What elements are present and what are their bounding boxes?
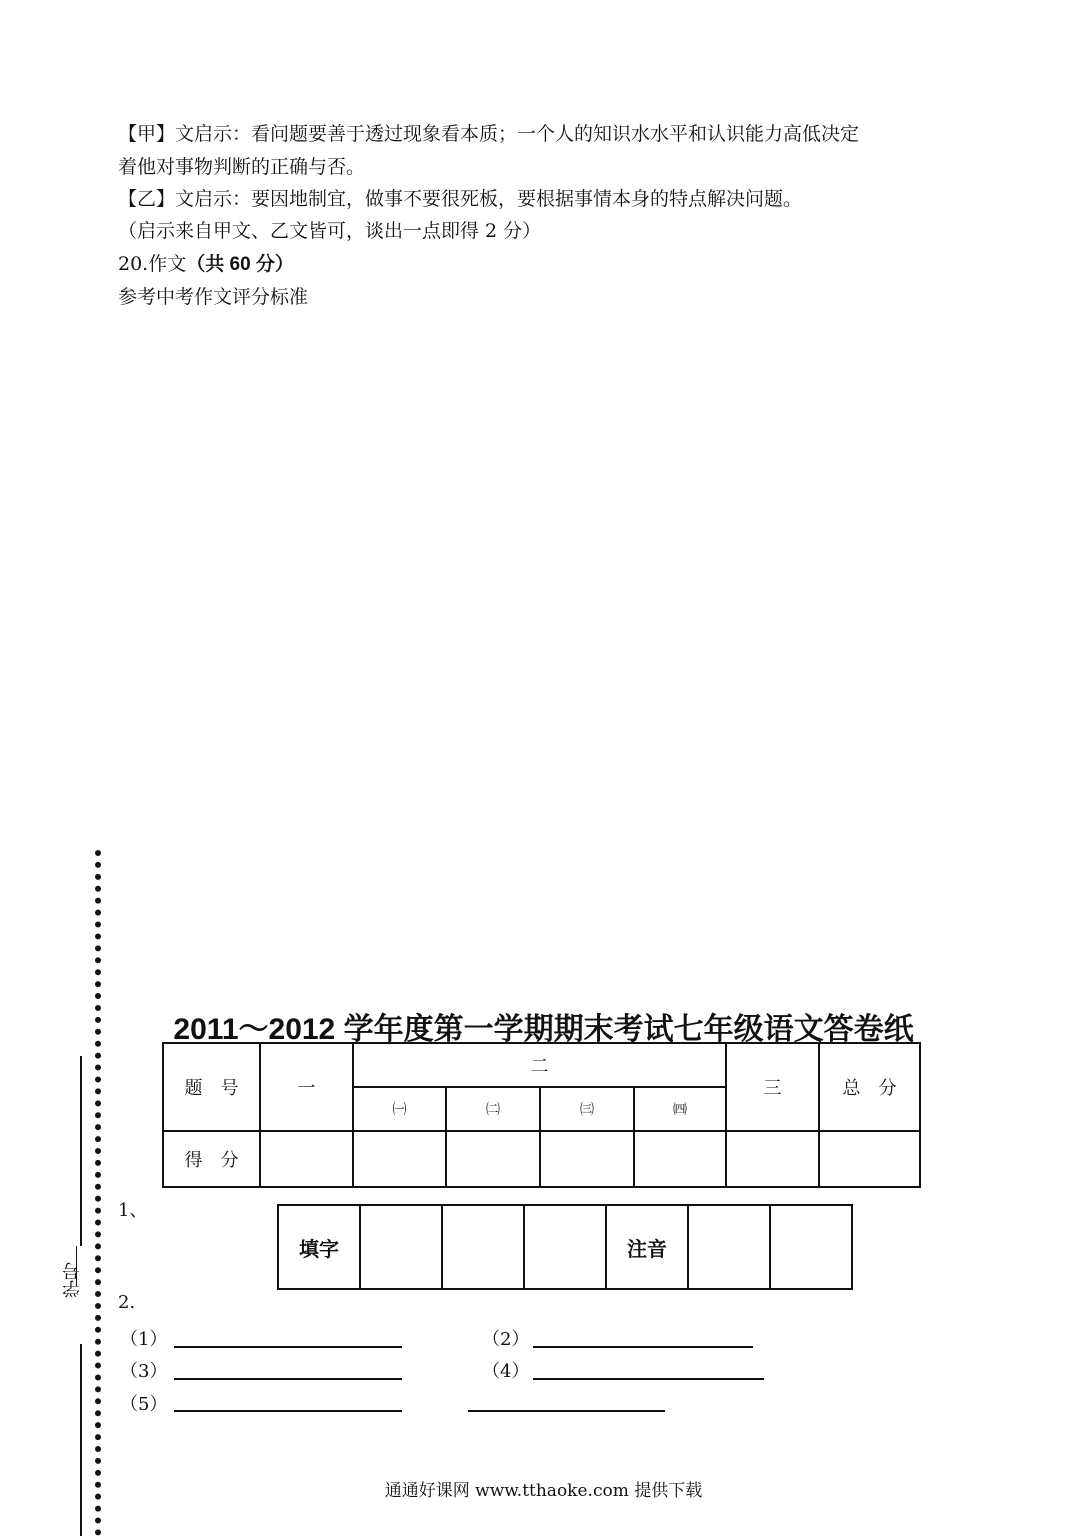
header-part-2-sub-3: ㈢ xyxy=(540,1087,634,1131)
score-cell-2-3[interactable] xyxy=(540,1131,634,1187)
fill-char-box-3[interactable] xyxy=(524,1205,606,1289)
q2-blank-label-4: （4） xyxy=(482,1361,530,1382)
q1-answer-table xyxy=(277,1204,853,1290)
student-id-label: 学号 xyxy=(62,1262,83,1298)
score-cell-2-1[interactable] xyxy=(353,1131,446,1187)
score-cell-3[interactable] xyxy=(726,1131,819,1187)
answer-jia-line2: 着他对事物判断的正确与否。 xyxy=(118,156,366,178)
q20-heading xyxy=(118,251,294,278)
margin-rule-top xyxy=(80,1056,82,1246)
scoring-note: （启示来自甲文、乙文皆可，谈出一点即得 2 分） xyxy=(118,220,542,242)
score-cell-1[interactable] xyxy=(260,1131,353,1187)
header-score: 得 分 xyxy=(163,1131,260,1187)
q1-label: 1、 xyxy=(118,1200,148,1221)
score-cell-total[interactable] xyxy=(819,1131,920,1187)
q2-blank-line-5[interactable] xyxy=(174,1410,402,1412)
answer-yi-line: 【乙】文启示：要因地制宜，做事不要很死板，要根据事情本身的特点解决问题。 xyxy=(118,188,803,210)
score-table xyxy=(162,1042,921,1188)
q2-label: 2. xyxy=(118,1292,136,1313)
q20-points: （共 60 分） xyxy=(186,254,294,275)
fill-char-box-2[interactable] xyxy=(442,1205,524,1289)
q2-blank-line-5b[interactable] xyxy=(468,1410,665,1412)
header-question-number: 题 号 xyxy=(163,1043,260,1131)
header-part-2: 二 xyxy=(353,1043,726,1087)
score-cell-2-4[interactable] xyxy=(634,1131,726,1187)
header-part-3: 三 xyxy=(726,1043,819,1131)
q2-blank-label-1: （1） xyxy=(120,1329,168,1350)
q20-prefix: 20.作文 xyxy=(118,253,187,275)
q2-blank-line-2[interactable] xyxy=(533,1346,753,1348)
header-part-2-sub-4: ㈣ xyxy=(634,1087,726,1131)
fill-char-label: 填字 xyxy=(278,1205,360,1289)
pinyin-label: 注音 xyxy=(606,1205,688,1289)
q2-blank-label-2: （2） xyxy=(482,1329,530,1350)
footer-credit: 通通好课网 www.tthaoke.com 提供下载 xyxy=(384,1481,703,1501)
score-cell-2-2[interactable] xyxy=(446,1131,540,1187)
header-part-1: 一 xyxy=(260,1043,353,1131)
cut-line xyxy=(95,850,101,1536)
fill-char-box-1[interactable] xyxy=(360,1205,442,1289)
q2-blank-line-4[interactable] xyxy=(533,1378,764,1380)
pinyin-box-2[interactable] xyxy=(770,1205,852,1289)
pinyin-box-1[interactable] xyxy=(688,1205,770,1289)
answer-sheet-title: 2011～2012 学年度第一学期期末考试七年级语文答卷纸 xyxy=(173,1013,914,1046)
q2-blank-label-5: （5） xyxy=(120,1394,168,1415)
answer-jia-line1: 【甲】文启示：看问题要善于透过现象看本质；一个人的知识水水平和认识能力高低决定 xyxy=(118,123,860,145)
margin-rule-bottom xyxy=(80,1344,82,1536)
q20-detail: 参考中考作文评分标准 xyxy=(118,286,309,308)
header-total: 总 分 xyxy=(819,1043,920,1131)
q2-blank-line-3[interactable] xyxy=(174,1378,402,1380)
q2-blank-label-3: （3） xyxy=(120,1361,168,1382)
q2-blank-line-1[interactable] xyxy=(174,1346,402,1348)
header-part-2-sub-2: ㈡ xyxy=(446,1087,540,1131)
header-part-2-sub-1: ㈠ xyxy=(353,1087,446,1131)
